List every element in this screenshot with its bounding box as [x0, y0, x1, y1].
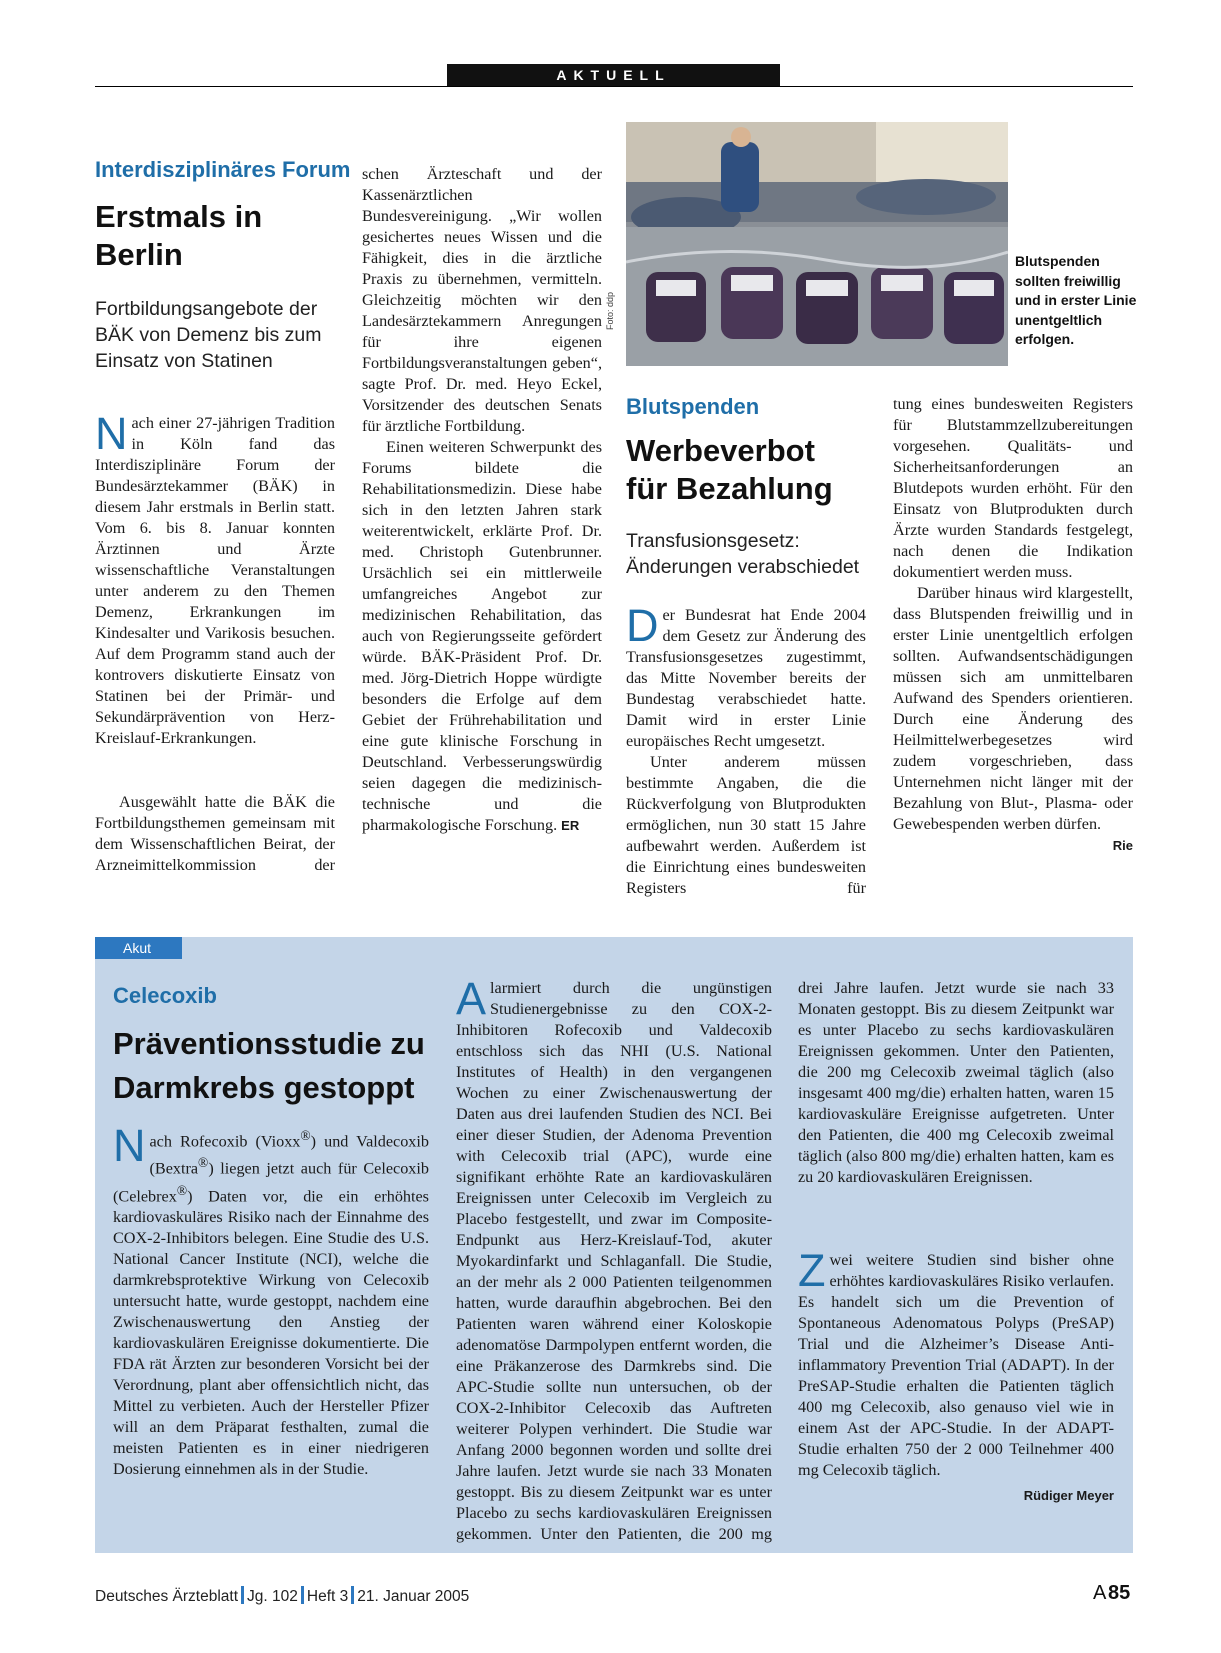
article1-dropcap: N [95, 408, 128, 459]
box-rubric: Celecoxib [113, 983, 217, 1008]
box-paragraph1: Nach Rofecoxib (Vioxx®) und Valdecoxib (Bextra®) liegen jetzt auch für Celecoxib (Celebrex®) Daten vor, die ein erhöhtes kardiovaskuläres Risiko nach der Einnahme des COX-2-Inhibitors belegen. Eine Studie des U.S. National Cancer Institute (NCI), welche die darmkrebsprotektive Wirkung von Celecoxib untersucht hatte, wurde gestoppt, nachdem eine Zwischenauswertung den Anstieg der kardiovaskulären Ereignisse dokumentierte. Die FDA rät Ärzten zur besonderen Vorsicht bei der Verordnung, plant aber offensichtlich nicht, das Mittel zu verbieten. Auch der Hersteller Pfizer will an dem Präparat festhalten, zumal die meisten Patienten es in einer niedrigeren Dosierung einnehmen als in der Studie. [113, 1125, 429, 1479]
article2-headline-line1: Werbeverbot [626, 433, 815, 468]
article1-paragraph2-cont: schen Ärzteschaft und der Kassenärztlichen Bundesvereinigung. „Wir wollen gesichertes neues Wissen und die Fähigkeit, dies in die ärztliche Praxis zu übernehmen, vermitteln. Gleichzeitig möchten wir den Landesärztekammern Anregungen für ihre eigenen Fortbildungsveranstaltungen geben“, sagte Prof. Dr. med. Heyo Eckel, Vorsitzender des deutschen Senats für ärztliche Fortbildung. [362, 165, 602, 435]
box-dropcap1: N [113, 1125, 146, 1171]
article2-signature: Rie [1112, 838, 1133, 853]
footer [95, 1586, 469, 1606]
article2-column2 [893, 394, 1133, 898]
box-paragraph2-cont: drei Jahre laufen. Jetzt wurde sie nach 33 Monaten gestoppt. Bis zu diesem Zeitpunkt war es unter Placebo zu sechs kardiovaskulären Ereignissen gekommen. Unter den Patienten, die 200 mg Celecoxib zweimal täglich (also insgesamt 400 mg/die) erhalten hatten, waren 15 kardiovaskuläre Ereignisse aufgetreten. Unter den Patienten, die 400 mg Celecoxib zweimal täglich (also 800 mg/die) erhalten hatten, kam es zu 20 kardiovaskulären Ereignissen. [798, 979, 1114, 1186]
article1-column1 [95, 408, 335, 749]
article1-signature: ER [561, 818, 580, 833]
article1-paragraph1: Nach einer 27-jährigen Tradition in Köln fand das Interdisziplinäre Forum der Bundesärztekammer (BÄK) in diesem Jahr erstmals in Berlin statt. Vom 6. bis 8. Januar konnten Ärztinnen und Ärzte wissenschaftliche Veranstaltungen unter anderem zu den Themen Demenz, Erkrankungen im Kindesalter und Varikosis besuchen. Auf dem Programm stand auch der kontrovers diskutierte Einsatz von Statinen bei der Primär- und Sekundärprävention von Herz-Kreislauf-Erkrankungen. [95, 408, 335, 747]
article2-dropcap: D [626, 605, 659, 651]
page-number: A 85 [1093, 1582, 1131, 1604]
box-headline-line1: Präventionsstudie zu [113, 1026, 425, 1061]
article1-headline [95, 198, 262, 274]
article1-column2 [362, 164, 602, 864]
footer-issue: Heft 3 [306, 1588, 349, 1605]
box-headline-line2: Darmkrebs gestoppt [113, 1070, 415, 1105]
photo-credit: Foto: ddp [605, 291, 615, 330]
box-column3 [798, 978, 1114, 1230]
box-column1 [113, 1125, 429, 1545]
box-headline [113, 1022, 425, 1110]
article2-rubric: Blutspenden [626, 394, 760, 419]
box-dropcap2: A [456, 978, 487, 1024]
box-dropcap3: Z [798, 1245, 826, 1296]
photo-caption: Blutspenden sollten freiwillig und in erster Linie unentgeltlich erfolgen. [1015, 253, 1137, 347]
box-paragraph3: Zwei weitere Studien sind bisher ohne erhöhtes kardiovaskuläres Risiko verlaufen. Es handelt sich um die Prevention of Spontaneous Adenomatous Polyps (PreSAP) Trial und die Alzheimer’s Disease Anti-inflammatory Prevention Trial (ADAPT). In der PreSAP-Studie erhalten die Patienten täglich 400 mg Celecoxib, also genauso viel wie in einem Ast der APC-Studie. In der ADAPT-Studie erhalten 750 der 2 000 Teilnehmer 400 mg Celecoxib täglich. [798, 1245, 1114, 1479]
header-rule [95, 86, 1133, 87]
akut-label: Akut [95, 937, 182, 959]
article1-column1-continued [95, 792, 335, 876]
article2-paragraph2: Unter anderem müssen bestimmte Angaben, die die Rückverfolgung von Blutprodukten ermöglichen, nun 30 statt 15 Jahre aufbewahrt werden. Außerdem ist die Einrichtung eines bundesweiten Registers für [626, 753, 866, 897]
box-column2 [456, 978, 772, 1545]
article2-paragraph3: Darüber hinaus wird klargestellt, dass Blutspenden freiwillig und in erster Linie unentgeltlich erfolgen sollten. Aufwandsentschädigungen müssen sich am unmittelbaren Aufwand des Spenders orientieren. Durch eine Änderung des Heilmittelwerbegesetzes wird zudem vorgeschrieben, dass Unternehmen nicht länger mit der Bezahlung von Blut-, Plasma- oder Gewebespenden werben dürfen. Rie [893, 583, 1133, 835]
article1-deck: Fortbildungsangebote der BÄK von Demenz bis zum Einsatz von Statinen [95, 298, 322, 372]
footer-date: 21. Januar 2005 [357, 1588, 470, 1605]
article1-headline-line2: Berlin [95, 237, 183, 272]
section-label: AKTUELL [447, 64, 780, 86]
article2-paragraph2-cont: tung eines bundesweiten Registers für Blutstammzellzubereitungen vorgesehen. Qualitäts- und Sicherheitsanforderungen an Blutdepots wurden erhöht. Für den Einsatz von Blutprodukten durch Ärzte wurden Standards festgelegt, nach denen die Indikation dokumentiert werden muss. [893, 395, 1133, 581]
article2-headline [626, 432, 833, 508]
article2-column1 [626, 605, 866, 899]
article2-headline-line2: für Bezahlung [626, 471, 833, 506]
article2-deck: Transfusionsgesetz: Änderungen verabschiedet [626, 530, 860, 578]
box-column3-lower [798, 1245, 1114, 1506]
article1-paragraph3: Einen weiteren Schwerpunkt des Forums bildete die Rehabilitationsmedizin. Diese habe sich in den letzten Jahren stark weiterentwickelt, erklärte Prof. Dr. med. Christoph Gutenbrunner. Ursächlich sei ein mittlerweile umfangreiches Angebot zur medizinischen Rehabilitation, das auch von Regierungsseite gefördert würde. BÄK-Präsident Prof. Dr. med. Jörg-Dietrich Hoppe würdigte besonders die Erfolge auf dem Gebiet der Frührehabilitation und eine gute klinische Forschung in Deutschland. Verbesserungswürdig seien dagegen die medizinisch-technische und die pharmakologische Forschung. ER [362, 438, 602, 834]
footer-journal: Deutsches Ärzteblatt [95, 1588, 239, 1605]
article1-headline-line1: Erstmals in [95, 199, 263, 234]
blood-donation-photo [626, 122, 1008, 366]
article1-rubric: Interdisziplinäres Forum [95, 157, 351, 182]
box-paragraph2: Alarmiert durch die ungünstigen Studienergebnisse zu den COX-2-Inhibitoren Rofecoxib und Valdecoxib entschloss sich das NHI (U.S. National Institutes of Health) in den vergangenen Wochen zu einer Zwischenauswertung der Daten aus drei laufenden Studien des NCI. Bei einer dieser Studien, der Adenoma Prevention with Celecoxib trial (APC), wurde eine signifikant erhöhte Rate an kardiovaskulären Ereignissen unter Celecoxib im Vergleich zu Placebo festgestellt, und zwar im Composite-Endpunkt aus Herz-Kreislauf-Tod, akuter Myokardinfarkt und Schlaganfall. Die Studie, an der mehr als 2 000 Patienten teilgenommen hatten, wurde daraufhin abgebrochen. Bei den Patienten waren während einer Koloskopie adenomatöse Darmpolypen entfernt worden, die eine Präkanzerose des Darmkrebs sind. Die APC-Studie sollte nun untersuchen, ob der COX-2-Inhibitor Celecoxib das Auftreten weiterer Polypen verhindert. Die Studie war Anfang 2000 begonnen worden und sollte drei Jahre laufen. Jetzt wurde sie nach 33 Monaten gestoppt. Bis zu diesem Zeitpunkt war es unter Placebo zu sechs kardiovaskulären Ereignissen gekommen. Unter den Patienten, die 200 mg [456, 978, 772, 1543]
box-signature: Rüdiger Meyer [1023, 1488, 1114, 1503]
article2-paragraph1: Der Bundesrat hat Ende 2004 dem Gesetz zur Änderung des Transfusionsgesetzes zugestimmt, das Mitte November bereits der Bundestag verabschiedet hatte. Damit wird in erster Linie europäisches Recht umgesetzt. [626, 605, 866, 750]
article1-paragraph2: Ausgewählt hatte die BÄK die Fortbildungsthemen gemeinsam mit dem Wissenschaftlichen Beirat, der Arzneimittelkommission der [95, 793, 335, 874]
footer-volume: Jg. 102 [247, 1588, 298, 1605]
